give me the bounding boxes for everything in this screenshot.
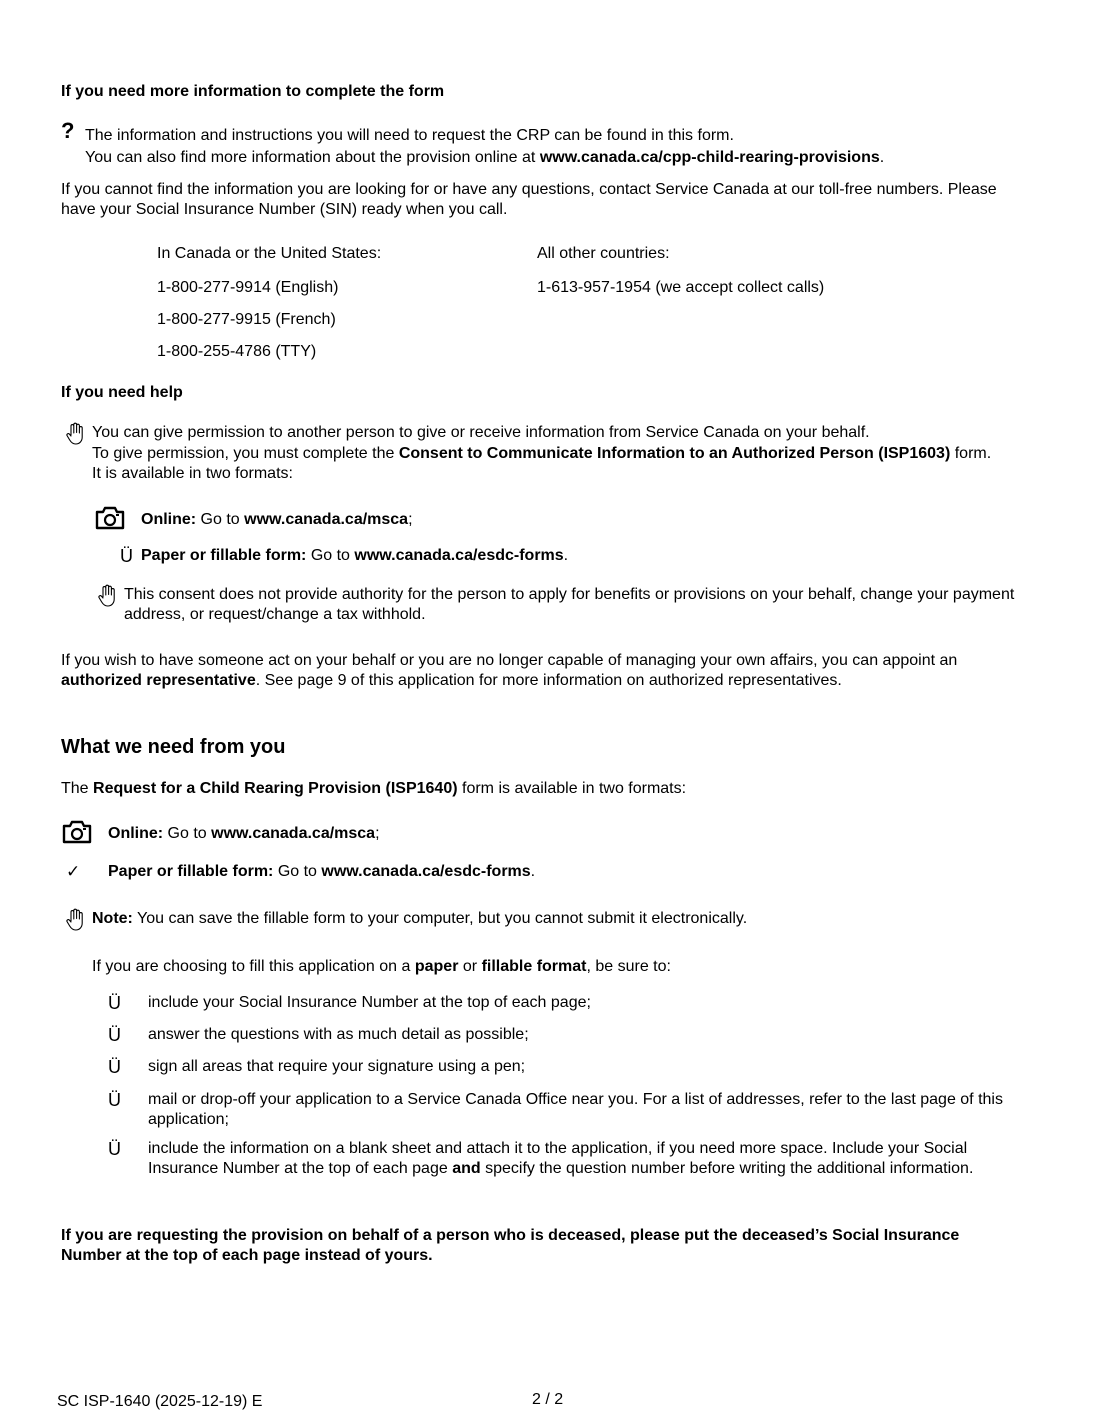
section-help-title: If you need help [61, 384, 183, 401]
msca-link[interactable]: www.canada.ca/msca [211, 825, 376, 842]
paper-label: Paper or fillable form: [108, 863, 274, 880]
help-line2-text: To give permission, you must complete the [92, 445, 399, 462]
note-text: You can save the fillable form to your computer, but you cannot submit it electronically. [132, 910, 748, 927]
fill-paper: paper [414, 958, 459, 975]
list-item-text: include the information on a blank sheet and attach it to the application, if you need more space. Include your Social Insurance Number at the top of each page [148, 1140, 968, 1177]
help-line1: You can give permission to another person to give or receive information from Service Canada on your behalf. [92, 424, 870, 441]
phone-tty: 1-800-255-4786 (TTY) [157, 343, 317, 360]
page-number: 2 / 2 [532, 1391, 564, 1408]
authorized-rep-paragraph [61, 651, 1011, 691]
list-item: sign all areas that require your signature using a pen; [148, 1058, 526, 1075]
need-paper-item [108, 862, 535, 882]
consent-form-name: Consent to Communicate Information to an Authorized Person (ISP1603) [398, 445, 951, 462]
bullet-mark: Ü [108, 1139, 121, 1159]
camera-icon [61, 819, 93, 845]
hand-icon [96, 584, 118, 608]
help-paper-item [141, 546, 568, 566]
more-info-line2 [85, 148, 884, 168]
note-line [92, 909, 747, 929]
fill-intro [92, 957, 671, 977]
consent-note: This consent does not provide authority for the person to apply for benefits or provisions on your behalf, change your payment address, or request/change a tax withhold. [124, 586, 1015, 623]
contact-paragraph: If you cannot find the information you are looking for or have any questions, contact Service Canada at our toll-free numbers. Please have your Social Insurance Number (SIN) ready when you call. [61, 181, 997, 218]
help-online-item [141, 510, 413, 530]
check-icon: Ü [120, 546, 133, 566]
crp-link[interactable]: www.canada.ca/cpp-child-rearing-provisions [539, 149, 880, 166]
esdc-forms-link[interactable]: www.canada.ca/esdc-forms [354, 547, 564, 564]
rep-text: If you wish to have someone act on your behalf or you are no longer capable of managing your own affairs, you can appoint an [61, 652, 958, 669]
esdc-forms-link[interactable]: www.canada.ca/esdc-forms [321, 863, 531, 880]
paper-end: . [530, 863, 536, 880]
online-end: ; [375, 825, 380, 842]
need-intro-text: The [61, 780, 94, 797]
need-intro-end: form is available in two formats: [457, 780, 687, 797]
paper-end: . [563, 547, 569, 564]
more-info-line2-end: . [879, 149, 885, 166]
list-item: answer the questions with as much detail as possible; [148, 1026, 529, 1043]
paper-label: Paper or fillable form: [141, 547, 307, 564]
paper-text: Go to [273, 863, 322, 880]
rep-bold: authorized representative [61, 672, 256, 689]
phone-french: 1-800-277-9915 (French) [157, 311, 336, 328]
bullet-mark: Ü [108, 993, 121, 1013]
list-item-bold: and [452, 1160, 481, 1177]
canada-us-label: In Canada or the United States: [157, 245, 382, 262]
note-label: Note: [92, 910, 133, 927]
online-text: Go to [196, 511, 245, 528]
phone-english: 1-800-277-9914 (English) [157, 279, 339, 296]
bullet-mark: Ü [108, 1090, 121, 1110]
request-form-name: Request for a Child Rearing Provision (ISP1640) [93, 780, 458, 797]
section-more-info-title: If you need more information to complete the form [61, 83, 445, 100]
need-intro [61, 779, 686, 799]
rep-text-end: . See page 9 of this application for more information on authorized representatives. [255, 672, 842, 689]
bullet-mark: Ü [108, 1057, 121, 1077]
list-item: include your Social Insurance Number at the top of each page; [148, 994, 591, 1011]
hand-icon [64, 422, 86, 446]
need-online-item [108, 824, 380, 844]
other-countries-label: All other countries: [537, 245, 670, 262]
msca-link[interactable]: www.canada.ca/msca [244, 511, 409, 528]
fill-intro-end: , be sure to: [586, 958, 671, 975]
fill-fillable: fillable format [481, 958, 587, 975]
phone-other: 1-613-957-1954 (we accept collect calls) [537, 279, 825, 296]
camera-icon [94, 505, 126, 531]
deceased-note: If you are requesting the provision on behalf of a person who is deceased, please put the deceased’s Social Insurance Number at the top of each page instead of yours. [61, 1227, 960, 1264]
online-label: Online: [108, 825, 164, 842]
bullet-mark: Ü [108, 1025, 121, 1045]
fill-intro-text: If you are choosing to fill this application on a [92, 958, 415, 975]
form-id: SC ISP-1640 (2025-12-19) E [57, 1393, 263, 1410]
fill-or: or [458, 958, 482, 975]
online-text: Go to [163, 825, 212, 842]
question-icon: ? [61, 118, 75, 143]
list-item [148, 1139, 1028, 1179]
list-item: mail or drop-off your application to a Service Canada Office near you. For a list of addresses, refer to the last page of this application; [148, 1091, 1003, 1128]
help-line2 [92, 444, 992, 484]
help-line2-end: form. It is available in two formats: [92, 445, 992, 482]
online-end: ; [408, 511, 413, 528]
more-info-line1: The information and instructions you will need to request the CRP can be found in this form. [85, 127, 734, 144]
hand-icon [64, 908, 86, 932]
paper-text: Go to [306, 547, 355, 564]
online-label: Online: [141, 511, 197, 528]
more-info-line2-text: You can also find more information about the provision online at [85, 149, 540, 166]
checkmark-icon: ✓ [66, 862, 81, 881]
section-need-title: What we need from you [61, 736, 286, 758]
list-item-text-end: specify the question number before writing the additional information. [480, 1160, 974, 1177]
